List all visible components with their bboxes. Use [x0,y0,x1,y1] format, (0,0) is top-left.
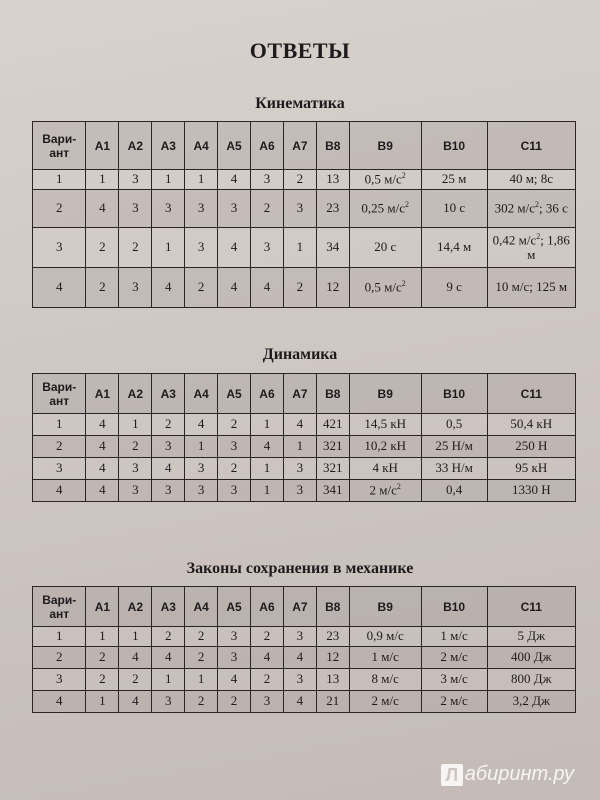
column-header: А7 [283,374,316,414]
answers-table-dynamics [32,373,576,502]
table-cell: 34 [316,228,349,268]
column-header: В9 [349,374,421,414]
table-cell: 321 [316,436,349,458]
table-cell: 3 [185,228,218,268]
table-cell: 1 [119,414,152,436]
section-title-dynamics: Динамика [262,346,338,363]
table-cell: 3 [283,458,316,480]
table-cell: 3 [152,691,185,713]
table-cell: 0,5 [421,414,487,436]
table-cell: 4 [119,691,152,713]
table-cell: 3 [218,627,251,647]
table-cell: 3 [251,691,284,713]
table-cell: 1 [86,170,119,190]
table-cell: 321 [316,458,349,480]
table-cell: 3 [119,458,152,480]
table-cell: 2 [33,190,86,228]
table-cell: 3 [283,627,316,647]
table-cell: 3 [185,190,218,228]
table-cell: 3,2 Дж [487,691,575,713]
table-cell: 2 [86,228,119,268]
table-cell: 250 Н [487,436,575,458]
section-title-conservation: Законы сохранения в механике [186,560,414,577]
table-cell: 40 м; 8с [487,170,575,190]
table-cell: 2 [185,647,218,669]
column-header: А7 [283,122,316,170]
table-cell: 4 [218,669,251,691]
table-header-row [33,374,576,414]
column-header: А6 [251,587,284,627]
column-header: А3 [152,374,185,414]
table-cell: 3 [283,669,316,691]
answers-table-kinematics [32,121,576,308]
table-cell: 3 [119,190,152,228]
table-cell: 5 Дж [487,627,575,647]
column-header: В10 [421,587,487,627]
table-cell: 3 [119,480,152,502]
table-cell: 3 [218,480,251,502]
table-cell: 14,5 кН [349,414,421,436]
table-cell: 23 [316,627,349,647]
table-row [33,627,576,647]
column-header: А1 [86,587,119,627]
table-row [33,436,576,458]
table-cell: 1 [152,228,185,268]
labirint-logo-icon: Л [441,764,463,786]
table-cell: 0,5 $м/с^2$ [349,170,421,190]
table-cell: 4 [185,414,218,436]
column-header: А4 [185,374,218,414]
table-cell: 400 Дж [487,647,575,669]
table-cell: 0,25 $м/с^2$ [349,190,421,228]
table-cell: 3 [251,228,284,268]
table-cell: 1 [33,170,86,190]
table-cell: 3 [152,480,185,502]
table-cell: 2 [86,268,119,308]
table-cell: 33 Н/м [421,458,487,480]
column-header: В10 [421,122,487,170]
column-header: А2 [119,122,152,170]
table-cell: 4 [251,268,284,308]
column-header: А7 [283,587,316,627]
table-cell: 23 [316,190,349,228]
table-cell: 1 [251,458,284,480]
table-cell: 3 [283,190,316,228]
table-cell: 95 кН [487,458,575,480]
table-cell: 1 [283,228,316,268]
table-cell: 341 [316,480,349,502]
table-cell: 1 [86,691,119,713]
table-cell: 1 [33,414,86,436]
table-cell: 4 [86,480,119,502]
table-cell: 25 м [421,170,487,190]
column-header: С11 [487,374,575,414]
table-cell: 4 [283,647,316,669]
table-cell: 4 [33,480,86,502]
table-cell: 0,9 м/с [349,627,421,647]
table-cell: 3 [218,436,251,458]
table-cell: 10 с [421,190,487,228]
table-cell: 0,42 $м/с^2$; 1,86 м [487,228,575,268]
table-cell: 4 [86,190,119,228]
column-header: А4 [185,122,218,170]
table-cell: 2 [251,627,284,647]
table-cell: 2 [119,669,152,691]
table-cell: 2 [251,190,284,228]
table-header-row [33,122,576,170]
superscript-2: 2 [536,231,541,241]
table-cell: 1 [251,414,284,436]
table-cell: 13 [316,669,349,691]
table-row [33,458,576,480]
table-cell: 4 кН [349,458,421,480]
column-header: А4 [185,587,218,627]
table-cell: 4 [283,414,316,436]
table-cell: 1 [119,627,152,647]
table-row [33,268,576,308]
column-header: А3 [152,122,185,170]
table-row [33,480,576,502]
table-cell: 1 [152,170,185,190]
column-header: А5 [218,587,251,627]
table-cell: 2 [251,669,284,691]
table-cell: 2 м/с [421,691,487,713]
watermark-text: абиринт.ру [464,763,574,785]
table-cell: 20 с [349,228,421,268]
table-cell: 4 [86,458,119,480]
table-cell: 3 [283,480,316,502]
table-cell: 2 [119,228,152,268]
superscript-2: 2 [401,171,406,181]
table-cell: 2 [218,414,251,436]
table-cell: 4 [251,436,284,458]
superscript-2: 2 [396,482,401,492]
table-cell: 1 [86,627,119,647]
column-header: В8 [316,587,349,627]
column-header: В8 [316,122,349,170]
table-cell: 2 [33,436,86,458]
table-cell: 2 $м/с^2$ [349,480,421,502]
table-row [33,170,576,190]
column-header: А6 [251,374,284,414]
table-cell: 2 [185,627,218,647]
table-cell: 4 [218,170,251,190]
superscript-2: 2 [401,279,406,289]
table-cell: 3 [185,480,218,502]
table-cell: 3 [152,190,185,228]
table-row [33,691,576,713]
page-title: ОТВЕТЫ [249,38,351,63]
table-cell: 1330 Н [487,480,575,502]
column-header: А2 [119,374,152,414]
table-header-row [33,587,576,627]
table-cell: 3 м/с [421,669,487,691]
table-cell: 14,4 м [421,228,487,268]
table-cell: 1 [251,480,284,502]
table-cell: 12 [316,647,349,669]
table-cell: 4 [251,647,284,669]
watermark [441,763,574,786]
table-cell: 800 Дж [487,669,575,691]
section-title-kinematics: Кинематика [255,95,345,112]
table-cell: 2 [152,627,185,647]
column-header: А5 [218,122,251,170]
table-cell: 1 м/с [421,627,487,647]
table-cell: 25 Н/м [421,436,487,458]
table-cell: 2 м/с [421,647,487,669]
table-cell: 1 м/с [349,647,421,669]
column-header: С11 [487,122,575,170]
table-cell: 21 [316,691,349,713]
column-header: Вари- ант [33,374,86,414]
table-cell: 1 [185,436,218,458]
column-header: В10 [421,374,487,414]
table-cell: 10 м/с; 125 м [487,268,575,308]
table-cell: 4 [218,268,251,308]
table-cell: 3 [218,190,251,228]
column-header: А5 [218,374,251,414]
table-cell: 4 [86,436,119,458]
column-header: А6 [251,122,284,170]
column-header: А1 [86,374,119,414]
column-header: С11 [487,587,575,627]
table-cell: 3 [251,170,284,190]
table-cell: 2 [283,170,316,190]
superscript-2: 2 [534,200,539,210]
table-cell: 3 [33,228,86,268]
table-cell: 3 [218,647,251,669]
table-row [33,669,576,691]
table-cell: 3 [152,436,185,458]
table-cell: 421 [316,414,349,436]
table-cell: 10,2 кН [349,436,421,458]
table-cell: 4 [119,647,152,669]
table-cell: 4 [283,691,316,713]
table-cell: 9 с [421,268,487,308]
table-cell: 2 [86,669,119,691]
table-cell: 4 [86,414,119,436]
table-cell: 1 [185,669,218,691]
table-cell: 3 [119,170,152,190]
table-cell: 4 [218,228,251,268]
column-header: В9 [349,122,421,170]
table-cell: 3 [33,669,86,691]
table-cell: 3 [33,458,86,480]
column-header: А1 [86,122,119,170]
table-row [33,228,576,268]
table-row [33,647,576,669]
table-cell: 0,5 $м/с^2$ [349,268,421,308]
column-header: А2 [119,587,152,627]
table-cell: 8 м/с [349,669,421,691]
table-row [33,190,576,228]
table-cell: 2 [218,691,251,713]
superscript-2: 2 [405,200,410,210]
table-row [33,414,576,436]
table-cell: 2 [185,691,218,713]
table-cell: 1 [33,627,86,647]
table-cell: 2 [218,458,251,480]
column-header: Вари- ант [33,587,86,627]
table-cell: 2 м/с [349,691,421,713]
table-cell: 3 [119,268,152,308]
table-cell: 50,4 кН [487,414,575,436]
table-cell: 2 [283,268,316,308]
table-cell: 2 [119,436,152,458]
table-cell: 4 [33,268,86,308]
table-cell: 4 [33,691,86,713]
table-cell: 302 $м/с^2$; 36 с [487,190,575,228]
table-cell: 2 [185,268,218,308]
table-cell: 12 [316,268,349,308]
table-cell: 1 [152,669,185,691]
table-cell: 0,4 [421,480,487,502]
table-cell: 1 [185,170,218,190]
table-cell: 1 [283,436,316,458]
column-header: В8 [316,374,349,414]
table-cell: 4 [152,458,185,480]
table-cell: 2 [33,647,86,669]
table-cell: 3 [185,458,218,480]
table-cell: 2 [152,414,185,436]
column-header: В9 [349,587,421,627]
table-cell: 13 [316,170,349,190]
table-cell: 4 [152,268,185,308]
table-cell: 4 [152,647,185,669]
column-header: А3 [152,587,185,627]
column-header: Вари- ант [33,122,86,170]
answers-table-conservation [32,586,576,713]
table-cell: 2 [86,647,119,669]
